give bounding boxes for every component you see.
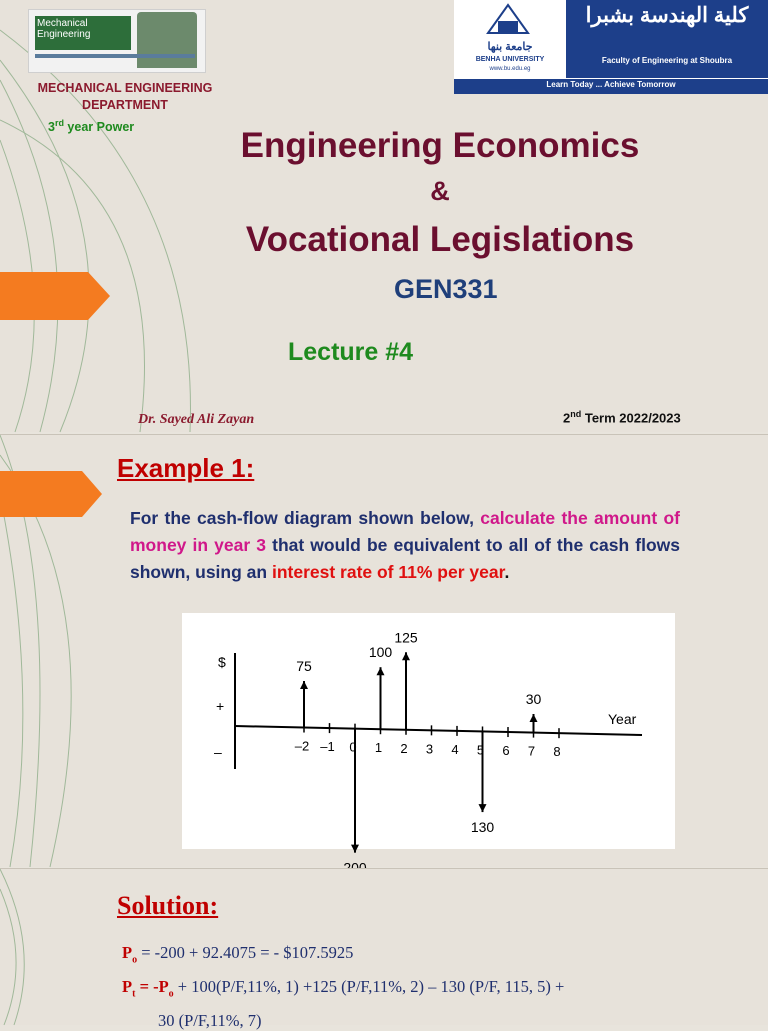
arrow-head — [402, 652, 410, 660]
university-emblem-icon — [484, 3, 532, 39]
cash-flow-value-label: 130 — [470, 819, 495, 836]
axis-tick-label: –2 — [294, 738, 310, 754]
axis-tick-label: –1 — [320, 739, 335, 755]
orange-tab — [0, 471, 102, 517]
dollar-label: $ — [218, 654, 226, 670]
axis-tick-label: 3 — [425, 741, 434, 757]
example-heading: Example 1: — [117, 453, 255, 483]
cash-flow-value-label: 30 — [525, 691, 542, 708]
course-code: GEN331 — [394, 274, 498, 304]
plus-label: + — [216, 698, 225, 714]
title-slide — [0, 0, 768, 432]
author-name: Dr. Sayed Ali Zayan — [138, 412, 255, 427]
solution-slide — [0, 868, 768, 1030]
cash-flow-value-label: 75 — [296, 658, 312, 675]
faculty-logo: جامعة بنها BENHA UNIVERSITY www.bu.edu.eg كلية الهندسة بشبرا Faculty of Engineering at Shoubra Learn Today ... Achieve Tomorrow — [454, 0, 768, 93]
solution-heading: Solution: — [117, 891, 219, 920]
arrow-head — [300, 681, 308, 689]
axis-tick-label: 4 — [451, 741, 459, 757]
arrow-head — [479, 804, 487, 812]
axis-tick-label: 0 — [349, 739, 357, 755]
minus-label: – — [214, 744, 222, 760]
arrow-head — [351, 845, 359, 853]
cash-flow-value-label: 100 — [368, 644, 393, 661]
course-title-line2: Vocational Legislations — [245, 220, 635, 259]
lecture-number: Lecture #4 — [288, 338, 414, 366]
course-title-line1: Engineering Economics — [240, 126, 640, 165]
axis-tick-label: 8 — [553, 744, 561, 760]
axis-tick-label: 5 — [476, 742, 485, 758]
axis-tick-label: 1 — [374, 740, 383, 756]
equation-pt: $P_t = -P_o + 100(P/F,11\%$, 1) +125 (P/F,11%, 2) – 130 (P/F, 115, 5) + — [122, 977, 565, 1000]
cash-flow-diagram — [182, 613, 675, 849]
term-label: 2nd Term 2022/2023 — [563, 409, 681, 426]
axis-tick-label: 7 — [527, 743, 536, 759]
equation-pt-continued: 30 (P/F,11%, 7) — [158, 1011, 262, 1030]
course-title-ampersand: & — [430, 176, 450, 206]
example-text: For the cash-flow diagram shown below, calculate the amount of money in year 3 that would be equivalent to all of the cash flows shown, using an interest rate of 11% per year. — [130, 508, 680, 582]
axis-tick-label: 2 — [400, 740, 408, 756]
arrow-head — [530, 714, 538, 722]
department-name: MECHANICAL ENGINEERING DEPARTMENT — [37, 81, 213, 112]
equation-po: $P_o = -200 + 92.4075$ = - $107.5925 — [122, 943, 354, 966]
cash-flow-value-label: 125 — [394, 629, 418, 646]
orange-tab — [0, 272, 110, 320]
example-slide — [0, 434, 768, 867]
axis-tick-label: 6 — [502, 743, 510, 759]
time-axis — [235, 726, 642, 735]
mechanical-engineering-logo: Mechanical Engineering — [28, 9, 206, 73]
arrow-head — [377, 667, 385, 675]
year-program: 3rd year Power — [48, 118, 135, 135]
cash-flow-svg — [182, 613, 675, 849]
axis-year-label: Year — [608, 711, 637, 727]
